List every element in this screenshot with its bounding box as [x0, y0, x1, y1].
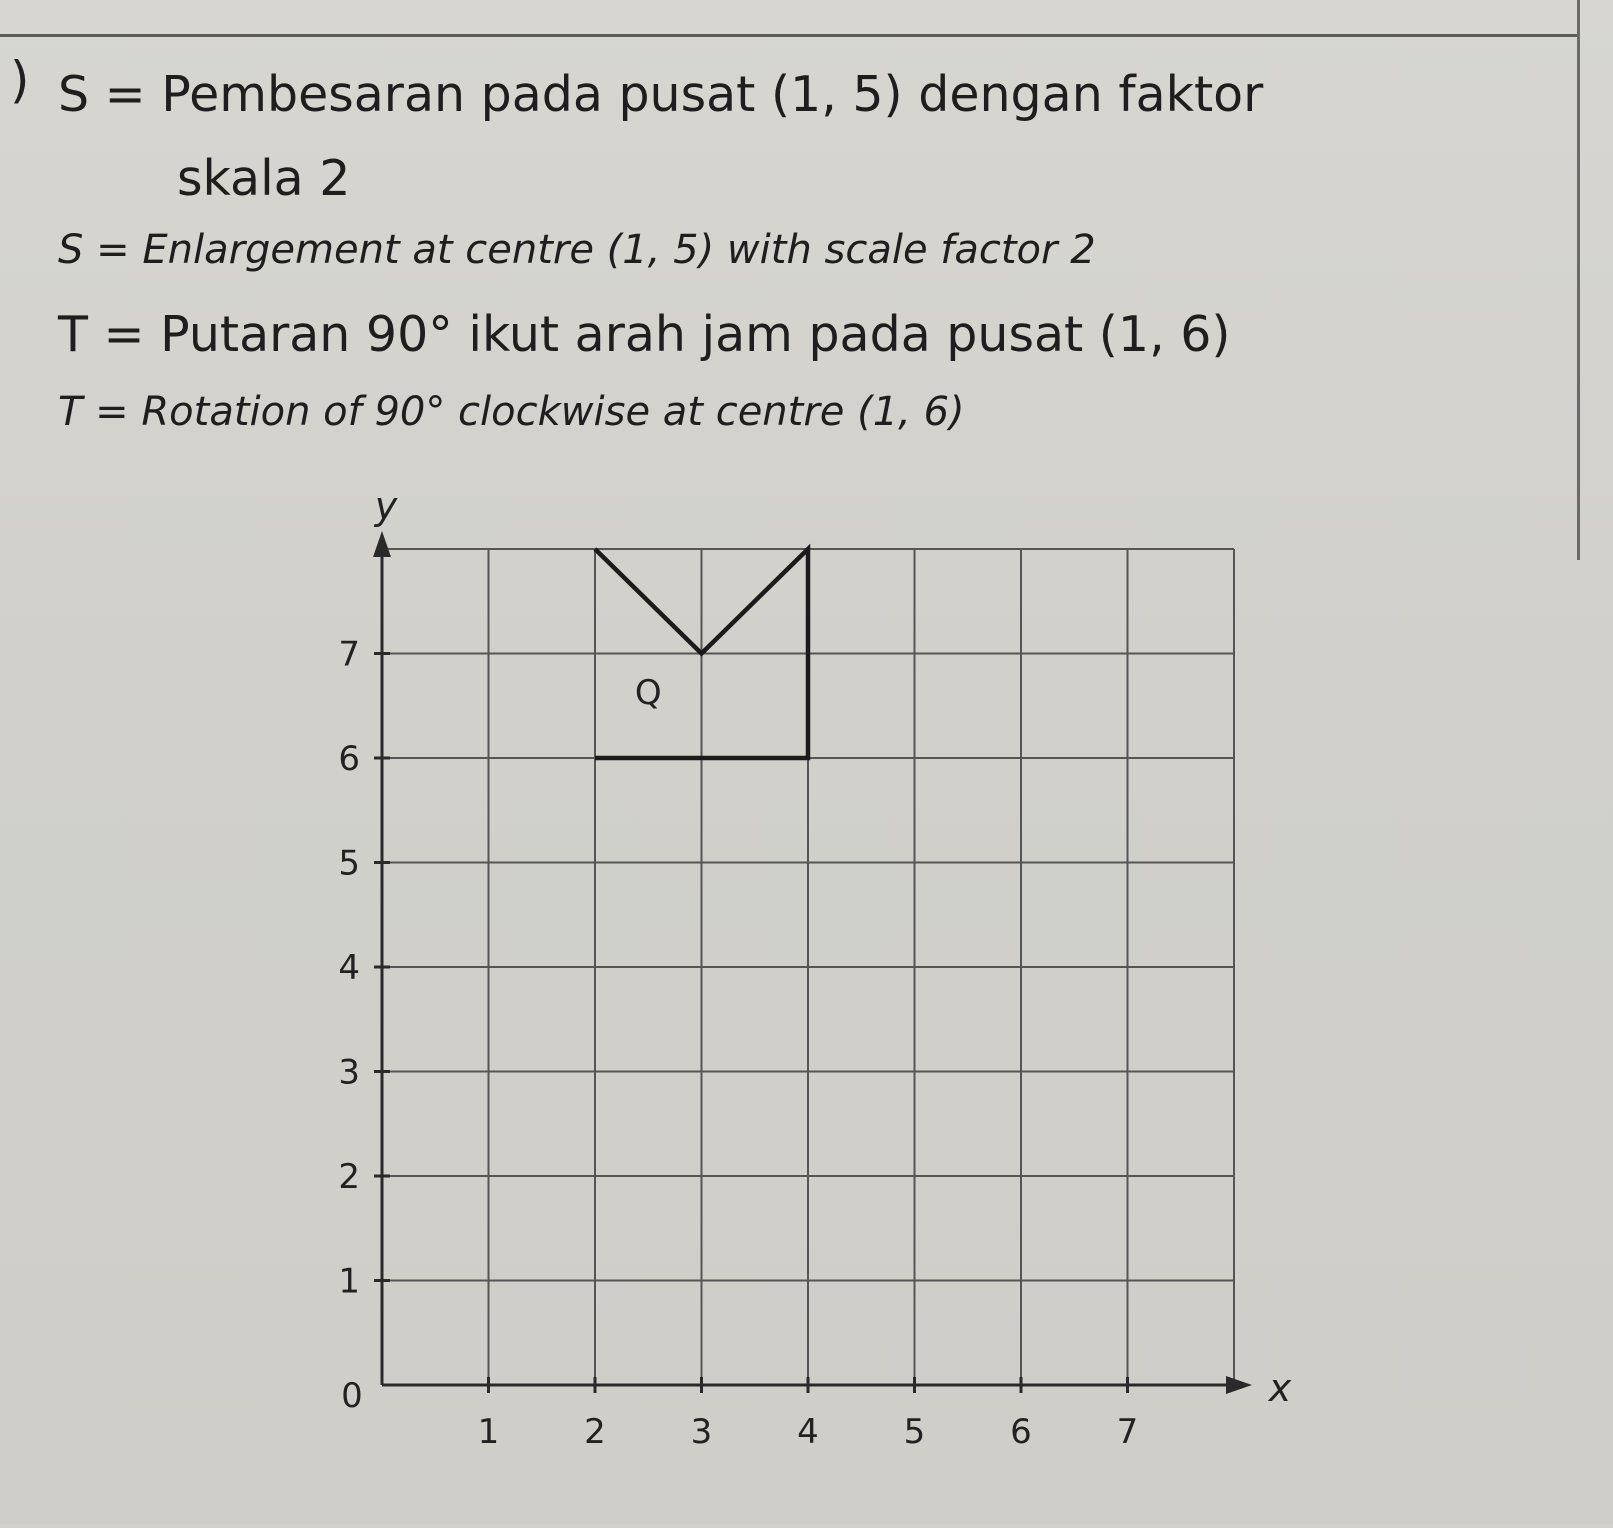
shape-q-label: Q — [634, 672, 662, 713]
y-tick-label: 3 — [338, 1052, 360, 1093]
x-tick-label: 4 — [797, 1412, 819, 1452]
x-tick-label: 7 — [1116, 1412, 1139, 1452]
line-1-malay-s: S = Pembesaran pada pusat (1, 5) dengan faktor — [58, 66, 1264, 123]
y-tick-label: 4 — [338, 948, 360, 988]
y-tick-label: 1 — [338, 1261, 360, 1302]
y-axis-label: y — [374, 484, 398, 528]
x-tick-label: 2 — [584, 1412, 606, 1452]
left-parenthesis: ) — [10, 51, 30, 109]
line-5-english-t: T = Rotation of 90° clockwise at centre (1, 6) — [58, 389, 965, 435]
y-axis-arrowhead — [373, 531, 391, 557]
x-tick-label: 1 — [477, 1412, 500, 1452]
origin-label: 0 — [341, 1376, 363, 1416]
y-tick-label: 5 — [338, 843, 360, 884]
x-tick-label: 6 — [1010, 1412, 1032, 1452]
x-axis-arrowhead — [1226, 1376, 1252, 1394]
line-4-malay-t: T = Putaran 90° ikut arah jam pada pusat (1, 6) — [58, 306, 1231, 363]
x-tick-label: 3 — [690, 1412, 713, 1452]
y-tick-label: 7 — [338, 634, 360, 675]
x-axis-label: x — [1268, 1366, 1292, 1410]
line-3-english-s: S = Enlargement at centre (1, 5) with scale factor 2 — [58, 227, 1096, 273]
x-tick-label: 5 — [903, 1412, 926, 1452]
y-tick-label: 2 — [338, 1157, 360, 1197]
line-2-malay-s-cont: skala 2 — [177, 150, 351, 207]
y-tick-label: 6 — [338, 739, 360, 779]
